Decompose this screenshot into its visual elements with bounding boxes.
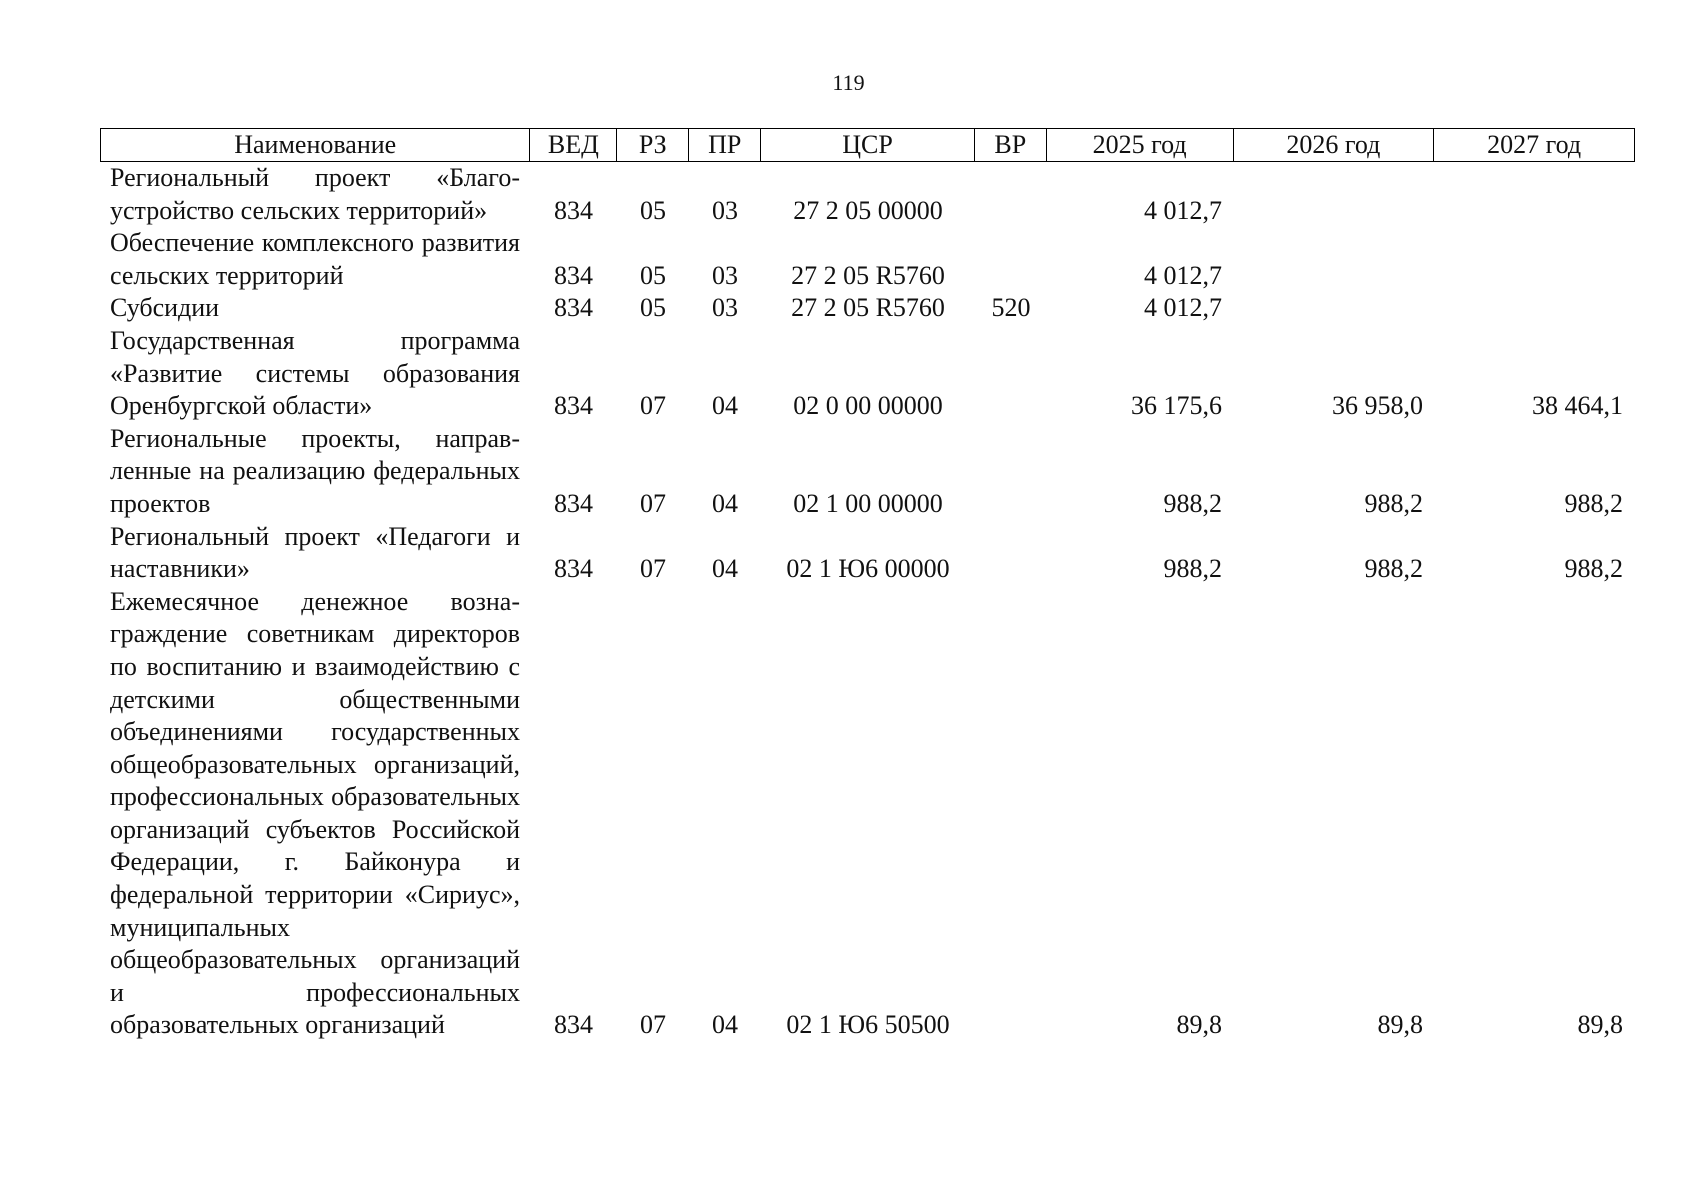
cell-rz: 05	[640, 260, 666, 290]
cell-ved: 834	[554, 195, 593, 225]
cell-2025: 988,2	[1163, 488, 1222, 518]
cell-name: Региональные проекты, направленные на реализацию федеральных проектов	[110, 423, 520, 518]
table-row	[100, 325, 1635, 423]
table-header	[100, 128, 1635, 162]
cell-2027: 988,2	[1564, 554, 1623, 584]
header-rz: РЗ	[617, 129, 689, 161]
cell-ved: 834	[554, 1010, 593, 1040]
table-row	[100, 162, 1635, 227]
header-pr: ПР	[689, 129, 761, 161]
header-2025: 2025 год	[1047, 129, 1234, 161]
cell-rz: 05	[640, 293, 666, 323]
cell-pr: 03	[712, 195, 738, 225]
table-body	[100, 162, 1635, 1042]
cell-pr: 04	[712, 554, 738, 584]
cell-rz: 07	[640, 391, 666, 421]
cell-name: Государственная программа «Развитие системы образования Оренбургской области»	[110, 325, 520, 421]
cell-rz: 07	[640, 488, 666, 518]
cell-csr: 27 2 05 R5760	[791, 293, 945, 323]
cell-rz: 05	[640, 195, 666, 225]
cell-2025: 89,8	[1176, 1010, 1222, 1040]
cell-csr: 27 2 05 00000	[793, 195, 943, 225]
header-csr: ЦСР	[761, 129, 975, 161]
cell-2025: 4 012,7	[1144, 195, 1222, 225]
cell-name: Субсидии	[110, 293, 220, 323]
cell-name: Ежемесячное денежное вознаграждение советникам директоров по воспитанию и взаимодействию с детскими общественными объединениями государственных общеобразовательных организаций, профессиональных образовательных организаций субъектов Российской Федерации, г. Байконура и федеральной территории «Сириус», муниципальных общеобразовательных организаций и профессиональных образовательных организаций	[110, 586, 520, 1040]
cell-ved: 834	[554, 260, 593, 290]
cell-name: Региональный проект «Благоустройство сельских территорий»	[110, 163, 520, 225]
header-2027: 2027 год	[1487, 130, 1582, 159]
cell-2025: 4 012,7	[1144, 260, 1222, 290]
table-row	[100, 521, 1635, 586]
cell-ved: 834	[554, 293, 593, 323]
cell-csr: 02 1 Ю6 50500	[786, 1010, 950, 1040]
cell-csr: 27 2 05 R5760	[791, 260, 945, 290]
cell-2025: 4 012,7	[1144, 293, 1222, 323]
cell-2025: 36 175,6	[1131, 391, 1222, 421]
cell-pr: 04	[712, 1010, 738, 1040]
cell-csr: 02 0 00 00000	[793, 391, 943, 421]
cell-pr: 04	[712, 488, 738, 518]
cell-ved: 834	[554, 391, 593, 421]
cell-2025: 988,2	[1163, 554, 1222, 584]
header-vr: ВР	[975, 129, 1047, 161]
cell-csr: 02 1 Ю6 00000	[786, 554, 950, 584]
table-row	[100, 227, 1635, 292]
cell-ved: 834	[554, 488, 593, 518]
cell-pr: 04	[712, 391, 738, 421]
cell-rz: 07	[640, 554, 666, 584]
cell-rz: 07	[640, 1010, 666, 1040]
cell-pr: 03	[712, 260, 738, 290]
header-2026: 2026 год	[1234, 129, 1435, 161]
cell-2027: 89,8	[1577, 1010, 1623, 1040]
header-name: Наименование	[101, 129, 530, 161]
cell-2026: 36 958,0	[1332, 391, 1423, 421]
cell-pr: 03	[712, 293, 738, 323]
cell-name: Региональный проект «Педагоги и наставники»	[110, 521, 520, 584]
page-number: 119	[832, 70, 865, 95]
cell-2026: 89,8	[1377, 1010, 1423, 1040]
cell-2027: 38 464,1	[1532, 391, 1623, 421]
cell-2027: 988,2	[1564, 488, 1623, 518]
cell-csr: 02 1 00 00000	[793, 488, 943, 518]
table-row	[100, 586, 1635, 1042]
cell-2026: 988,2	[1364, 554, 1423, 584]
cell-name: Обеспечение комплексного развития сельских территорий	[110, 228, 520, 290]
cell-2026: 988,2	[1364, 488, 1423, 518]
table-row	[100, 423, 1635, 521]
table-row	[100, 292, 1635, 325]
cell-vr: 520	[991, 293, 1031, 323]
header-ved: ВЕД	[530, 129, 617, 161]
cell-ved: 834	[554, 554, 593, 584]
